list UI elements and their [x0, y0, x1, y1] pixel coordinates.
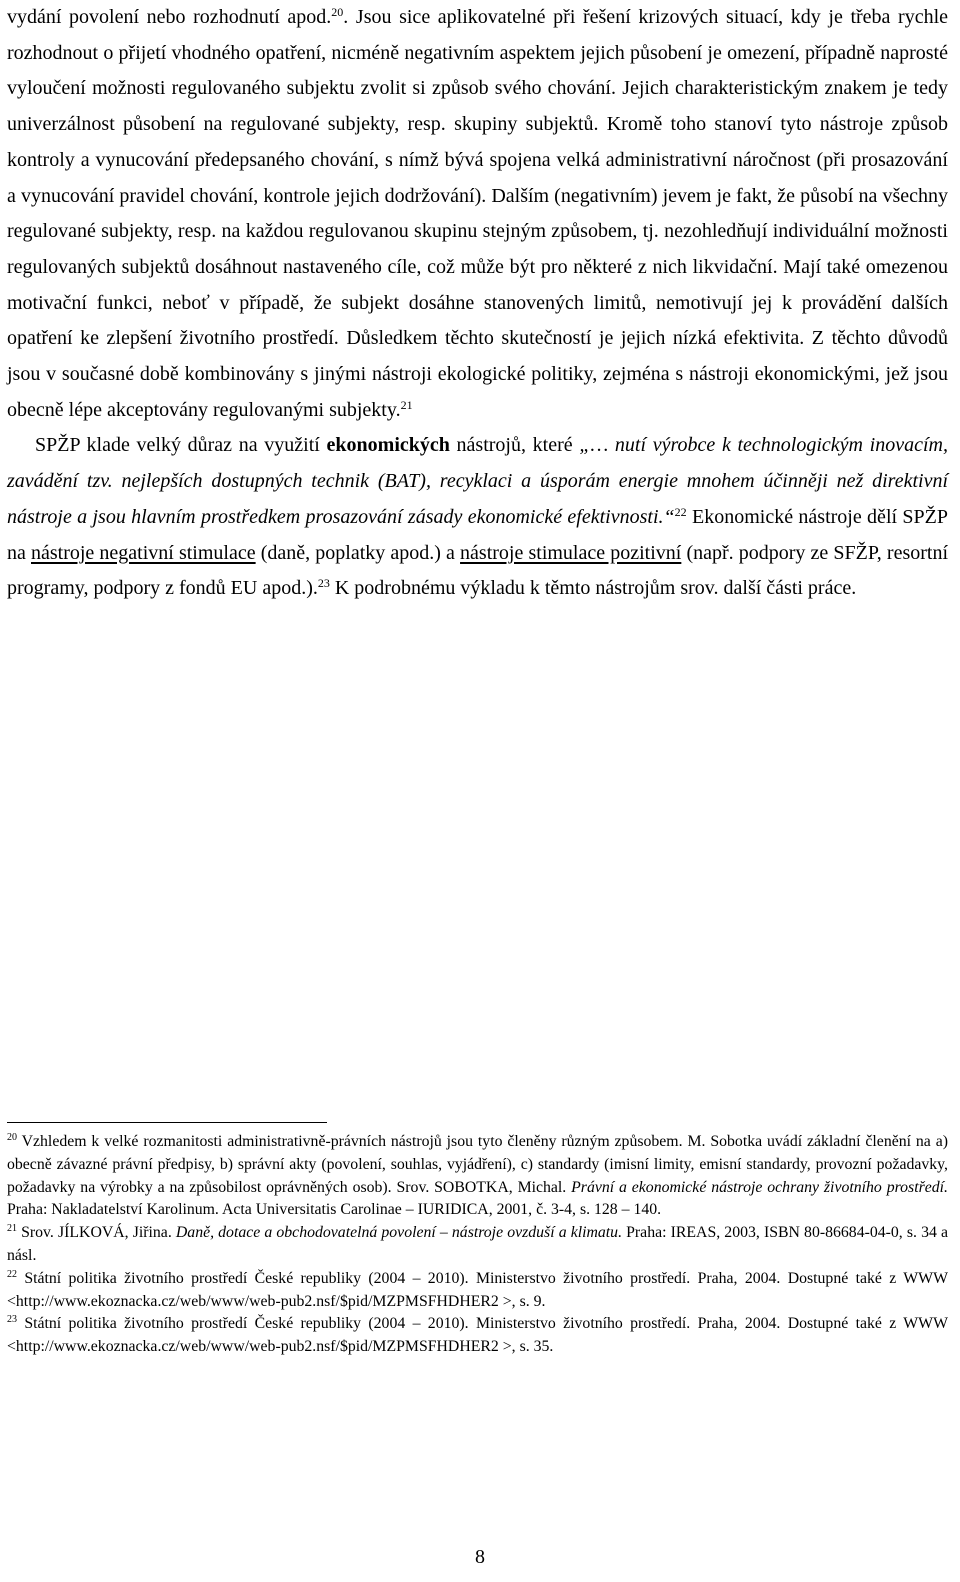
paragraph-1-text-b: . Jsou sice aplikovatelné při řešení krizových situací, kdy je třeba rychle rozhodnout o přijetí vhodného opatření, nicméně negativním aspektem jejich působení je omezení, případně naprosté vyloučení možnosti regulovaného subjektu zvolit si způsob svého chování. Jejich charakteristickým znakem je tedy univerzálnost působení na regulované subjekty, resp. skupiny subjektů. Kromě toho stanoví tyto nástroje způsob kontroly a vynucování předepsaného chování, s nímž bývá spojena velká administrativní náročnost (při prosazování a vynucování pravidel chování, kontrole jejich dodržování). Dalším (negativním) jevem je fakt, že působí na všechny regulované subjekty, resp. na každou regulovanou skupinu stejným způsobem, tj. nezohledňují individuální možnosti regulovaných subjektů dosáhnout nastaveného cíle, což může být pro některé z nich likvidační. Mají také omezenou motivační funkci, neboť v případě, že subjekt dosáhne stanovených limitů, nemotivují jej k provádění dalších opatření ke zlepšení životního prostředí. Důsledkem těchto skutečností je jejich nízká efektivita. Z těchto důvodů jsou v současné době kombinovány s jinými nástroji ekologické politiky, zejména s nástroji ekonomickými, jež jsou obecně lépe akceptovány regulovanými subjekty. — [7, 6, 948, 421]
page-number: 8 — [475, 1546, 485, 1568]
footnote-ref-21[interactable]: 21 — [400, 397, 413, 412]
footnote-22 — [7, 1268, 948, 1314]
paragraph-1 — [7, 0, 948, 428]
footnote-separator — [7, 1122, 327, 1123]
paragraph-2-text-c: Ekonomické nástroje dělí SPŽP na — [7, 505, 948, 564]
paragraph-2 — [7, 428, 948, 607]
underlined-term-positive: nástroje stimulace pozitivní — [460, 541, 682, 564]
footnote-text: Státní politika životního prostředí České republiky (2004 – 2010). Ministerstvo životního prostředí. Praha, 2004. Dostupné také z WWW <http://www.ekoznacka.cz/web/www/web-pub2.nsf/$pid/MZPMSFHDHER2 >, s. 35. — [7, 1315, 948, 1356]
footnote-number: 23 — [7, 1314, 17, 1326]
footnote-ref-22[interactable]: 22 — [674, 504, 687, 519]
footnote-ref-23[interactable]: 23 — [317, 576, 330, 591]
bold-term: ekonomických — [326, 434, 450, 457]
footnotes — [7, 1131, 948, 1359]
footnote-title: Daně, dotace a obchodovatelná povolení – nástroje ovzduší a klimatu. — [175, 1224, 623, 1242]
footnote-number: 20 — [7, 1132, 17, 1143]
quotation: „… nutí výrobce k technologickým inovacím, zavádění tzv. nejlepších dostupných technik (BAT), recyklaci a úsporám energie mnohem účinněji než direktivní nástroje a jsou hlavním prostředkem prosazování zásady ekonomické efektivnosti.“ — [7, 434, 948, 528]
footnote-text: Vzhledem k velké rozmanitosti administrativně-právních nástrojů jsou tyto členěny různým způsobem. M. Sobotka uvádí základní členění na a) obecně závazné právní předpisy, b) správní akty (povolení, souhlas, vyjádření), c) standardy (imisní limity, emisní standardy, provozní požadavky, požadavky na výrobky a na způsobilost oprávněných osob). Srov. SOBOTKA, Michal. — [7, 1133, 948, 1196]
footnote-text: Státní politika životního prostředí České republiky (2004 – 2010). Ministerstvo životního prostředí. Praha, 2004. Dostupné také z WWW <http://www.ekoznacka.cz/web/www/web-pub2.nsf/$pid/MZPMSFHDHER2 >, s. 9. — [7, 1269, 948, 1310]
footnote-21 — [7, 1222, 948, 1268]
paragraph-2-text-a: SPŽP klade velký důraz na využití — [35, 434, 327, 457]
paragraph-2-text-f: K podrobnému výkladu k těmto nástrojům srov. další části práce. — [329, 577, 857, 600]
paragraph-2-text-b: nástrojů, které — [449, 434, 580, 457]
paragraph-2-text-d: (daně, poplatky apod.) a — [255, 541, 461, 564]
footnote-ref-20[interactable]: 20 — [331, 5, 344, 19]
footnote-20 — [7, 1131, 948, 1222]
underlined-term-negative: nástroje negativní stimulace — [31, 541, 256, 564]
footnote-text: Praha: IREAS, 2003, ISBN 80-86684-04-0, s. 34 a násl. — [7, 1224, 948, 1264]
paragraph-2-text-e: (např. podpory ze SFŽP, resortní programy, podpory z fondů EU apod.). — [7, 541, 949, 600]
footnote-text: Praha: Nakladatelství Karolinum. Acta Universitatis Carolinae – IURIDICA, 2001, č. 3-4, s. 128 – 140. — [7, 1201, 662, 1219]
footnote-23 — [7, 1313, 948, 1359]
footnote-number: 21 — [7, 1223, 17, 1235]
footnote-number: 22 — [7, 1268, 17, 1280]
body-text — [7, 0, 948, 607]
paragraph-1-text-a: vydání povolení nebo rozhodnutí apod. — [7, 6, 332, 28]
footnote-text: Srov. JÍLKOVÁ, Jiřina. — [17, 1224, 176, 1242]
footnote-title: Právní a ekonomické nástroje ochrany životního prostředí. — [571, 1178, 948, 1196]
